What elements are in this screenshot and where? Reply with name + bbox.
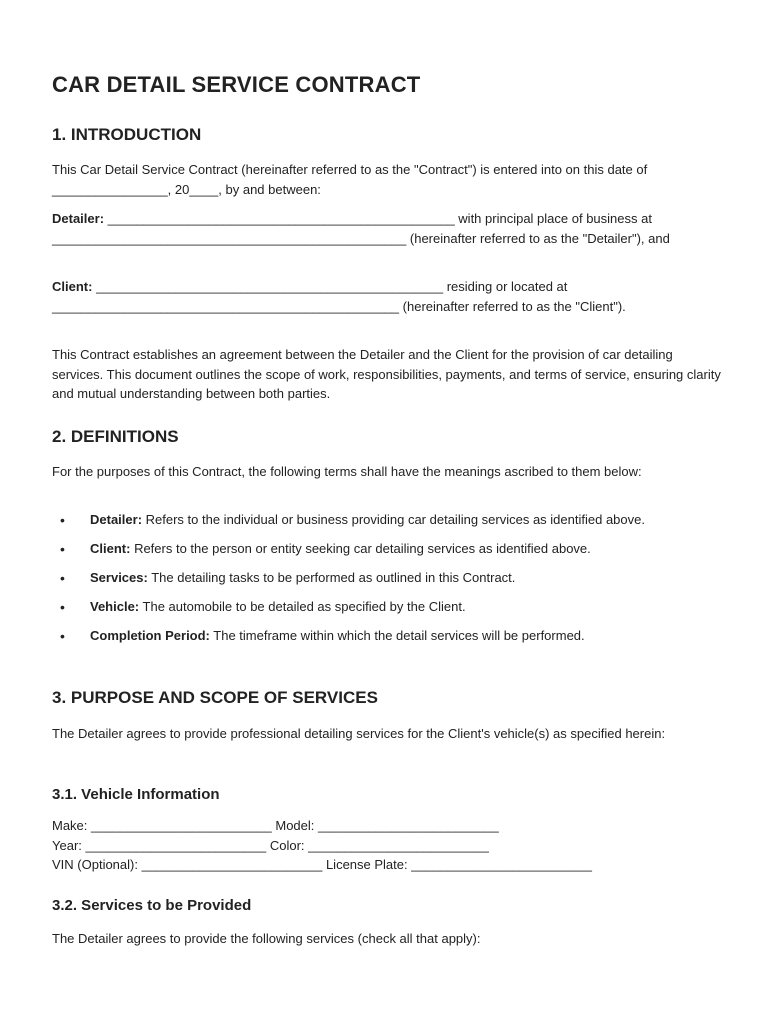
definition-term: Completion Period: bbox=[90, 628, 210, 643]
detailer-text: ________________________________________________ with principal place of business at _________________________________________________ (hereinafter referred to as the "Detailer"), and bbox=[52, 211, 670, 246]
definitions-intro: For the purposes of this Contract, the following terms shall have the meanings ascribed to them below: bbox=[52, 464, 642, 479]
section-heading-introduction: 1. INTRODUCTION bbox=[52, 125, 202, 144]
document-title: CAR DETAIL SERVICE CONTRACT bbox=[52, 72, 421, 97]
vehicle-vin-plate-line: VIN (Optional): _________________________ License Plate: _________________________ bbox=[52, 857, 592, 872]
definition-text: Refers to the person or entity seeking car detailing services as identified above. bbox=[130, 541, 591, 556]
list-item bbox=[52, 568, 722, 588]
vehicle-make-model-line: Make: _________________________ Model: _________________________ bbox=[52, 818, 499, 833]
vehicle-year-color-line: Year: _________________________ Color: _________________________ bbox=[52, 837, 489, 853]
definition-text: Refers to the individual or business providing car detailing services as identified above. bbox=[142, 512, 645, 527]
list-item bbox=[52, 539, 722, 559]
definitions-list bbox=[52, 510, 722, 655]
client-text: ________________________________________________ residing or located at ________________________________________________ (hereinafter referred to as the "Client"). bbox=[52, 279, 626, 314]
services-intro: The Detailer agrees to provide the following services (check all that apply): bbox=[52, 931, 481, 946]
detailer-paragraph bbox=[52, 209, 722, 248]
definition-term: Services: bbox=[90, 570, 148, 585]
bullet-icon: • bbox=[60, 512, 65, 528]
purpose-paragraph: The Detailer agrees to provide professional detailing services for the Client's vehicle(s) as specified herein: bbox=[52, 726, 666, 741]
agreement-paragraph: This Contract establishes an agreement between the Detailer and the Client for the provision of car detailing services. This document outlines the scope of work, responsibilities, payments, and terms of service, ensuring clarity and mutual understanding between both parties. bbox=[52, 347, 721, 401]
definition-text: The automobile to be detailed as specified by the Client. bbox=[139, 599, 466, 614]
client-label: Client: bbox=[52, 279, 93, 294]
list-item bbox=[52, 510, 722, 530]
list-item bbox=[52, 626, 722, 646]
subheading-vehicle-information: 3.1. Vehicle Information bbox=[52, 786, 220, 803]
bullet-icon: • bbox=[60, 599, 65, 615]
vehicle-information-fields bbox=[52, 816, 722, 875]
section-heading-purpose: 3. PURPOSE AND SCOPE OF SERVICES bbox=[52, 688, 378, 707]
definition-term: Detailer: bbox=[90, 512, 143, 527]
subheading-services-provided: 3.2. Services to be Provided bbox=[52, 897, 252, 914]
definition-term: Client: bbox=[90, 541, 131, 556]
list-item bbox=[52, 597, 722, 617]
bullet-icon: • bbox=[60, 628, 65, 644]
definition-term: Vehicle: bbox=[90, 599, 140, 614]
detailer-label: Detailer: bbox=[52, 211, 105, 226]
definition-text: The detailing tasks to be performed as outlined in this Contract. bbox=[147, 570, 516, 585]
section-heading-definitions: 2. DEFINITIONS bbox=[52, 427, 179, 446]
client-paragraph bbox=[52, 277, 722, 316]
intro-paragraph: This Car Detail Service Contract (hereinafter referred to as the "Contract") is entered into on this date of ________________, 20____, by and between: bbox=[52, 162, 648, 197]
bullet-icon: • bbox=[60, 541, 65, 557]
bullet-icon: • bbox=[60, 570, 65, 586]
definition-text: The timeframe within which the detail services will be performed. bbox=[209, 628, 585, 643]
